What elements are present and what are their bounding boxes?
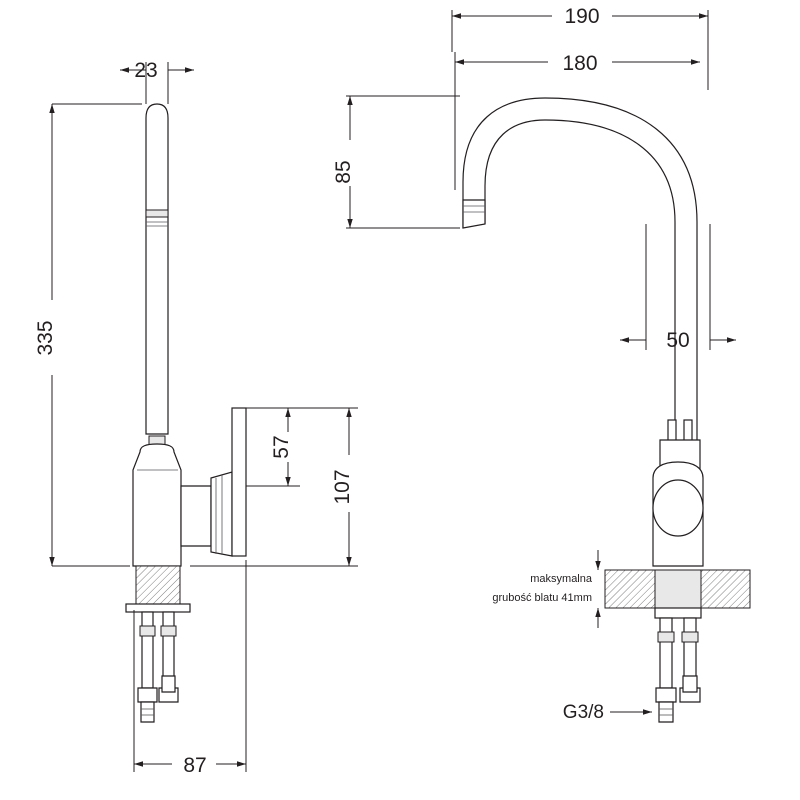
dim-overall-reach-label: 190 [564,5,600,28]
dim-total-height-label: 335 [34,320,57,356]
dim-base-depth-label: 87 [183,754,207,777]
note-worktop-line1: maksymalna [530,573,592,585]
front-view-geometry [463,98,750,722]
side-view-geometry [126,104,246,722]
side-view-dimensions [34,59,358,777]
dim-handle-height-label: 57 [270,435,293,459]
dim-body-height-label: 107 [331,469,354,505]
dim-spout-outlet-height-label: 85 [332,160,355,184]
dim-spout-reach-label: 180 [562,52,598,75]
dim-body-width-label: 50 [666,329,690,352]
note-worktop-line2: grubość blatu 41mm [492,592,592,604]
callout-thread-label: G3/8 [562,702,604,723]
dim-spout-width-label: 23 [134,59,158,82]
